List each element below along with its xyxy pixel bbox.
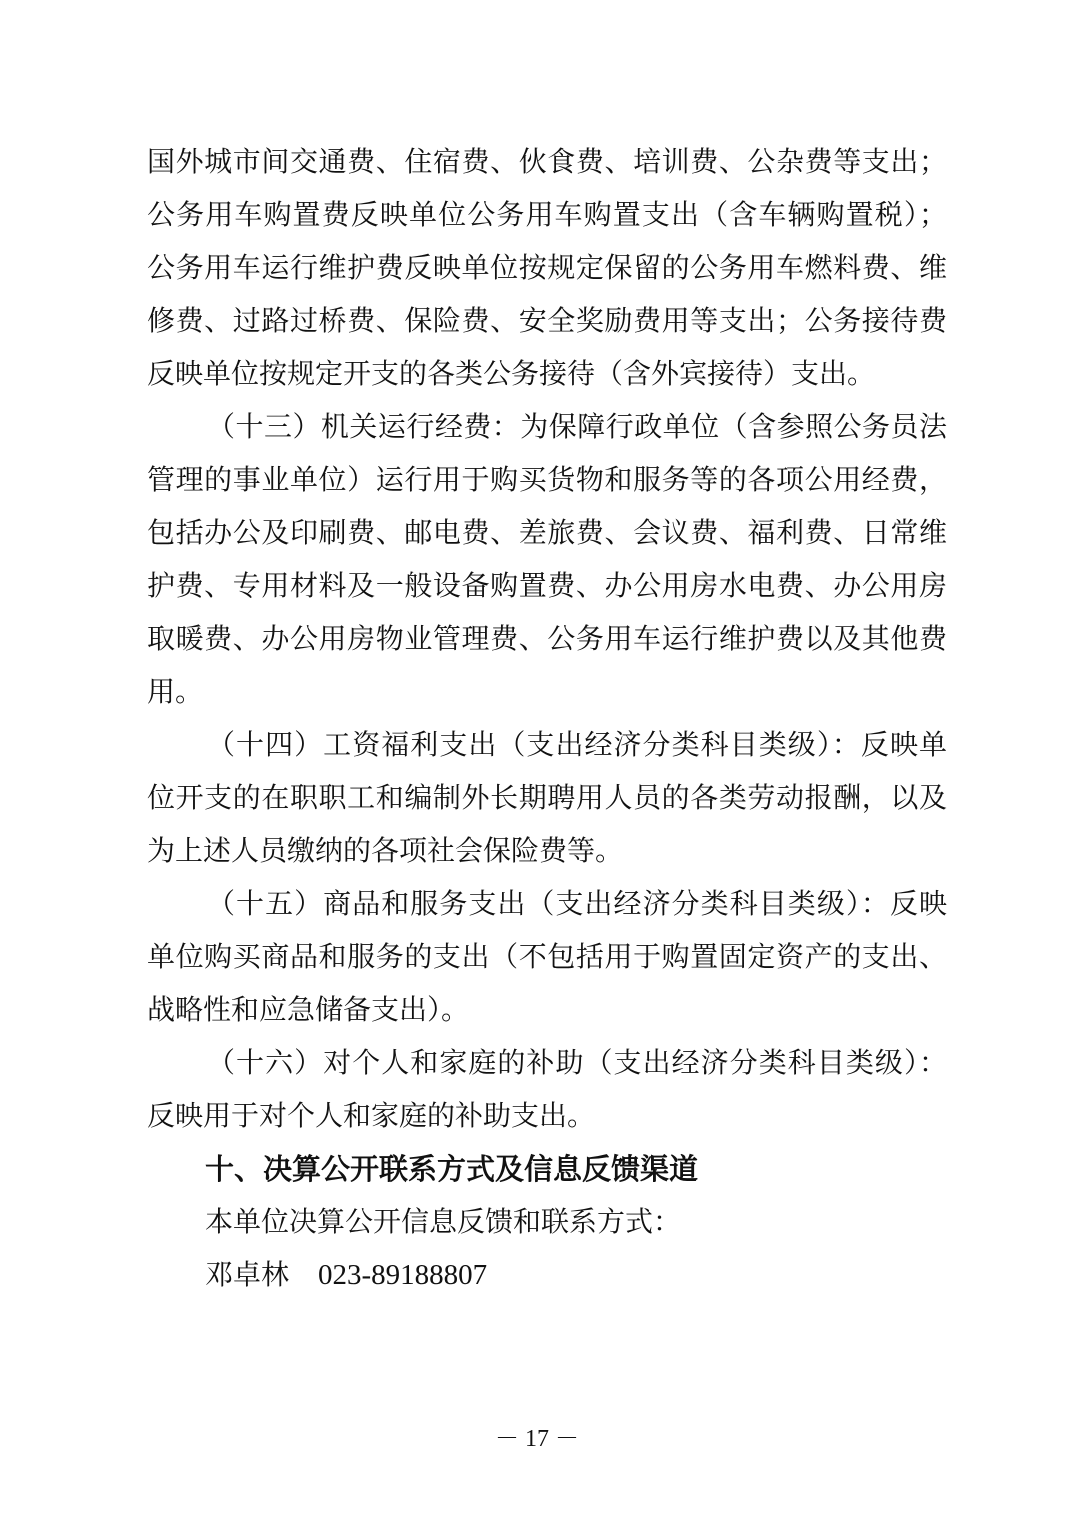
body-text-line: 公务用车运行维护费反映单位按规定保留的公务用车燃料费、维 [147, 251, 947, 284]
body-text-line: 护费、专用材料及一般设备购置费、办公用房水电费、办公用房 [147, 569, 947, 602]
paragraph-start-line: （十四）工资福利支出（支出经济分类科目类级）：反映单 [207, 728, 947, 761]
body-text-line: 位开支的在职职工和编制外长期聘用人员的各类劳动报酬，以及 [147, 781, 947, 814]
paragraph-start-line: （十五）商品和服务支出（支出经济分类科目类级）：反映 [207, 887, 947, 920]
paragraph-start-line: （十三）机关运行经费：为保障行政单位（含参照公务员法 [207, 410, 947, 443]
paragraph-start-line: （十六）对个人和家庭的补助（支出经济分类科目类级）： [207, 1046, 947, 1079]
body-text-line: 修费、过路过桥费、保险费、安全奖励费用等支出；公务接待费 [147, 304, 947, 337]
body-text-line: 管理的事业单位）运行用于购买货物和服务等的各项公用经费， [147, 463, 947, 496]
body-text-line: 为上述人员缴纳的各项社会保险费等。 [147, 834, 624, 867]
contact-phone: 023-89188807 [318, 1259, 488, 1291]
contact-intro: 本单位决算公开信息反馈和联系方式： [205, 1205, 682, 1238]
body-text-line: 反映用于对个人和家庭的补助支出。 [147, 1099, 596, 1132]
body-text-line: 单位购买商品和服务的支出（不包括用于购置固定资产的支出、 [147, 940, 947, 973]
body-text-line: 战略性和应急储备支出）。 [147, 993, 470, 1026]
body-text-line: 用。 [147, 675, 204, 708]
body-text-line: 包括办公及印刷费、邮电费、差旅费、会议费、福利费、日常维 [147, 516, 947, 549]
body-text-line: 取暖费、办公用房物业管理费、公务用车运行维护费以及其他费 [147, 622, 947, 655]
body-text-line: 国外城市间交通费、住宿费、伙食费、培训费、公杂费等支出； [147, 145, 947, 178]
page-number: － 17 － [495, 1426, 579, 1452]
body-text-line: 公务用车购置费反映单位公务用车购置支出（含车辆购置税）； [147, 198, 947, 231]
contact-name: 邓卓林 [205, 1258, 290, 1291]
body-text-line: 反映单位按规定开支的各类公务接待（含外宾接待）支出。 [147, 357, 876, 390]
section-heading: 十、决算公开联系方式及信息反馈渠道 [205, 1152, 699, 1186]
